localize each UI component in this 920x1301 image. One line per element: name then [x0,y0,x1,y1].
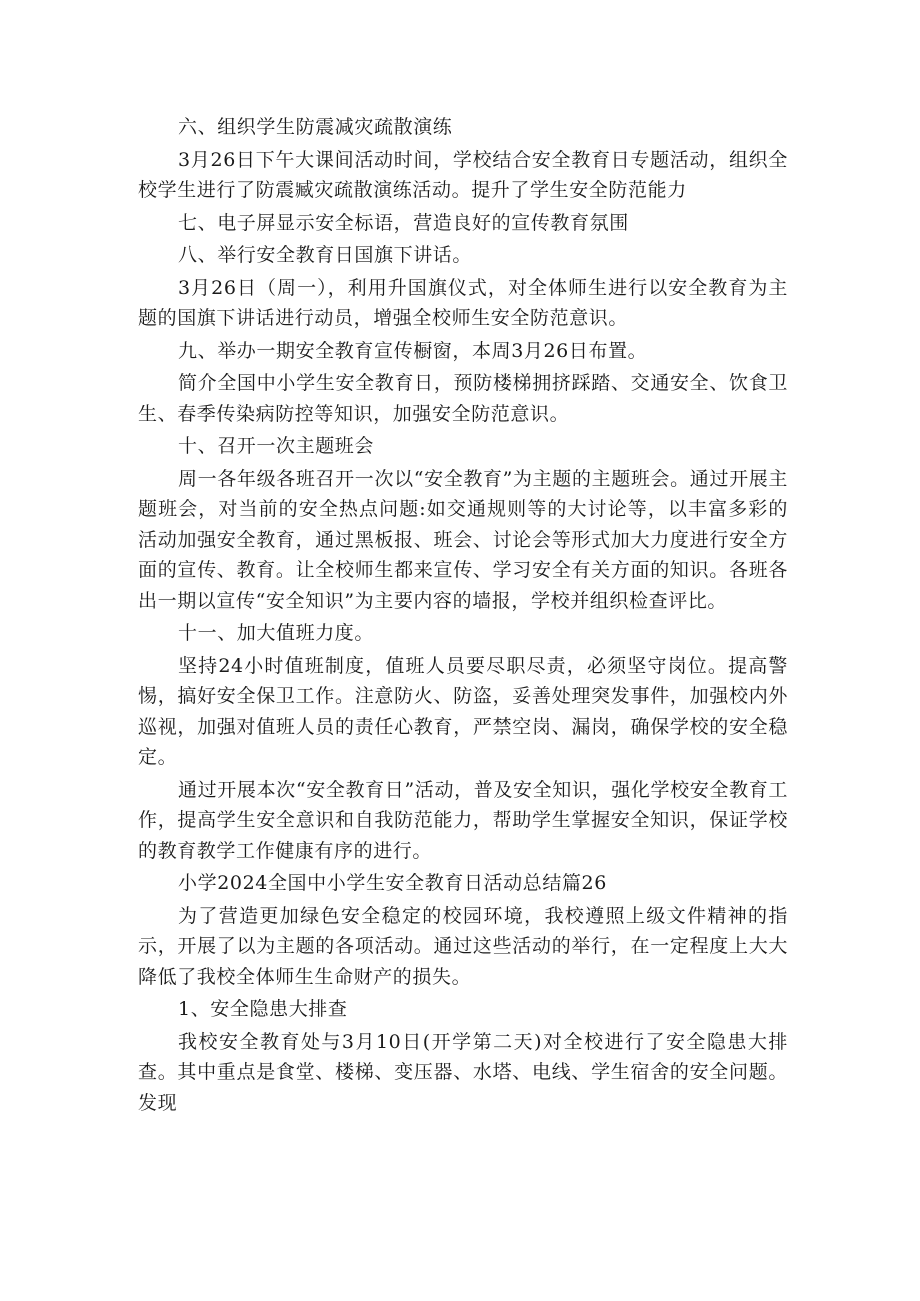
section-heading: 十一、加大值班力度。 [178,622,375,644]
body-paragraph: 3月26日（周一），利用升国旗仪式，对全体师生进行以安全教育为主题的国旗下讲话进行动员，增强全校师生安全防范意识。 [138,276,788,329]
section-heading: 六、组织学生防震减灾疏散演练 [178,116,453,138]
body-paragraph: 通过开展本次“安全教育日”活动，普及安全知识，强化学校安全教育工作，提高学生安全意识和自我防范能力，帮助学生掌握安全知识，保证学校的教育教学工作健康有序的进行。 [138,778,788,862]
article-title: 小学2024全国中小学生安全教育日活动总结篇26 [178,872,607,894]
body-paragraph: 3月26日下午大课间活动时间，学校结合安全教育日专题活动，组织全校学生进行了防震臧灾疏散演练活动。提升了学生安全防范能力 [138,148,788,201]
section-heading: 十、召开一次主题班会 [178,435,375,457]
body-paragraph: 坚持24小时值班制度，值班人员要尽职尽责，必须坚守岗位。提高警惕，搞好安全保卫工作。注意防火、防盗，妥善处理突发事件，加强校内外巡视，加强对值班人员的责任心教育，严禁空岗、漏岗，确保学校的安全稳定。 [138,654,788,768]
body-paragraph: 简介全国中小学生安全教育日，预防楼梯拥挤踩踏、交通安全、饮食卫生、春季传染病防控等知识，加强安全防范意识。 [138,372,788,425]
section-heading: 七、电子屏显示安全标语，营造良好的宣传教育氛围 [178,211,629,234]
section-heading: 1、安全隐患大排查 [178,998,348,1020]
body-paragraph: 周一各年级各班召开一次以“安全教育”为主题的主题班会。通过开展主题班会，对当前的安全热点问题:如交通规则等的大讨论等，以丰富多彩的活动加强安全教育，通过黑板报、班会、讨论会等形式加大力度进行安全方面的宣传、教育。让全校师生都来宣传、学习安全有关方面的知识。各班各出一期以宣传“安全知识”为主要内容的墙报，学校并组织检查评比。 [138,467,788,612]
body-paragraph: 为了营造更加绿色安全稳定的校园环境，我校遵照上级文件精神的指示，开展了以为主题的各项活动。通过这些活动的举行，在一定程度上大大降低了我校全体师生生命财产的损失。 [138,904,788,988]
section-heading: 九、举办一期安全教育宣传橱窗，本周3月26日布置。 [178,339,648,362]
document-body [138,112,788,1120]
body-paragraph: 我校安全教育处与3月10日(开学第二天)对全校进行了安全隐患大排查。其中重点是食堂、楼梯、变压器、水塔、电线、学生宿舍的安全问题。发现 [138,1030,788,1114]
section-heading: 八、举行安全教育日国旗下讲话。 [178,244,473,266]
